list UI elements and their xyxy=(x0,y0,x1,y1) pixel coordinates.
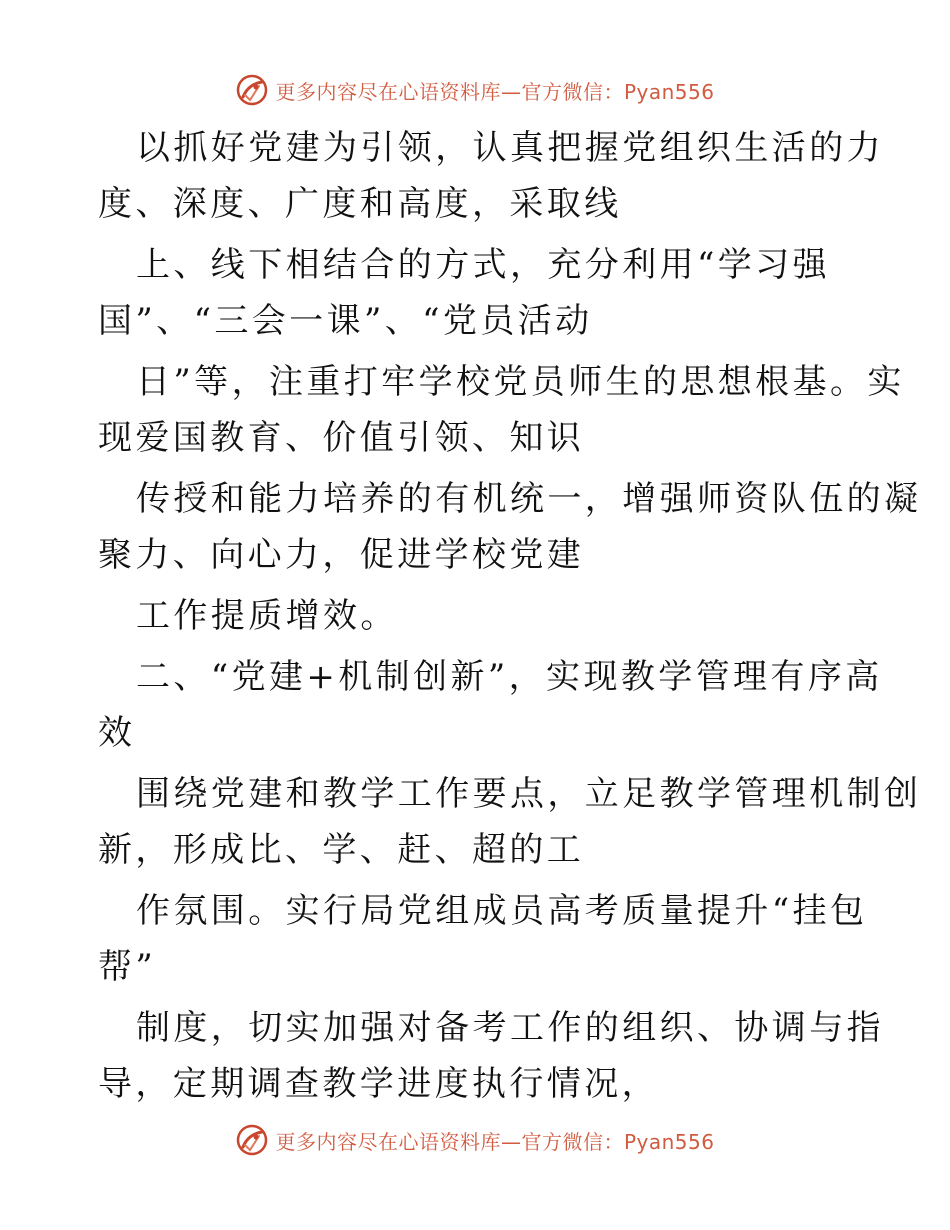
text-line: 国”、“三会一课”、“党员活动 xyxy=(98,301,593,341)
text-line: 日”等，注重打牢学校党员师生的思想根基。实 xyxy=(136,362,905,402)
text-line: 新，形成比、学、赶、超的工 xyxy=(98,830,585,870)
footer-banner-inner xyxy=(235,1123,714,1157)
text-line: 现爱国教育、价值引领、知识 xyxy=(98,418,585,458)
text-line: 以抓好党建为引领，认真把握党组织生活的力 xyxy=(136,128,884,168)
footer-watermark-banner xyxy=(0,1120,950,1160)
section-heading: 二、“党建+机制创新”，实现教学管理有序高 xyxy=(136,657,883,697)
red-pen-logo-icon xyxy=(235,73,269,107)
body-text xyxy=(98,120,922,1112)
footer-banner-text: 更多内容尽在心语资料库—官方微信：Pyan556 xyxy=(275,1129,715,1154)
text-line: 围绕党建和教学工作要点，立足教学管理机制创 xyxy=(136,774,922,814)
text-line: 工作提质增效。 xyxy=(136,596,398,636)
section-heading-continued: 效 xyxy=(98,713,136,753)
text-line: 度、深度、广度和高度，采取线 xyxy=(98,184,622,224)
header-watermark-banner xyxy=(0,70,950,110)
text-line: 传授和能力培养的有机统一，增强师资队伍的凝 xyxy=(136,479,922,519)
text-line: 帮” xyxy=(98,947,157,987)
header-banner-inner xyxy=(235,73,714,107)
text-line: 制度，切实加强对备考工作的组织、协调与指 xyxy=(136,1008,884,1048)
text-line: 聚力、向心力，促进学校党建 xyxy=(98,535,585,575)
header-banner-text: 更多内容尽在心语资料库—官方微信：Pyan556 xyxy=(275,79,715,104)
text-line: 作氛围。实行局党组成员高考质量提升“挂包 xyxy=(136,891,868,931)
text-line: 导，定期调查教学进度执行情况， xyxy=(98,1064,659,1104)
text-line: 上、线下相结合的方式，充分利用“学习强 xyxy=(136,245,830,285)
red-pen-logo-icon xyxy=(235,1123,269,1157)
